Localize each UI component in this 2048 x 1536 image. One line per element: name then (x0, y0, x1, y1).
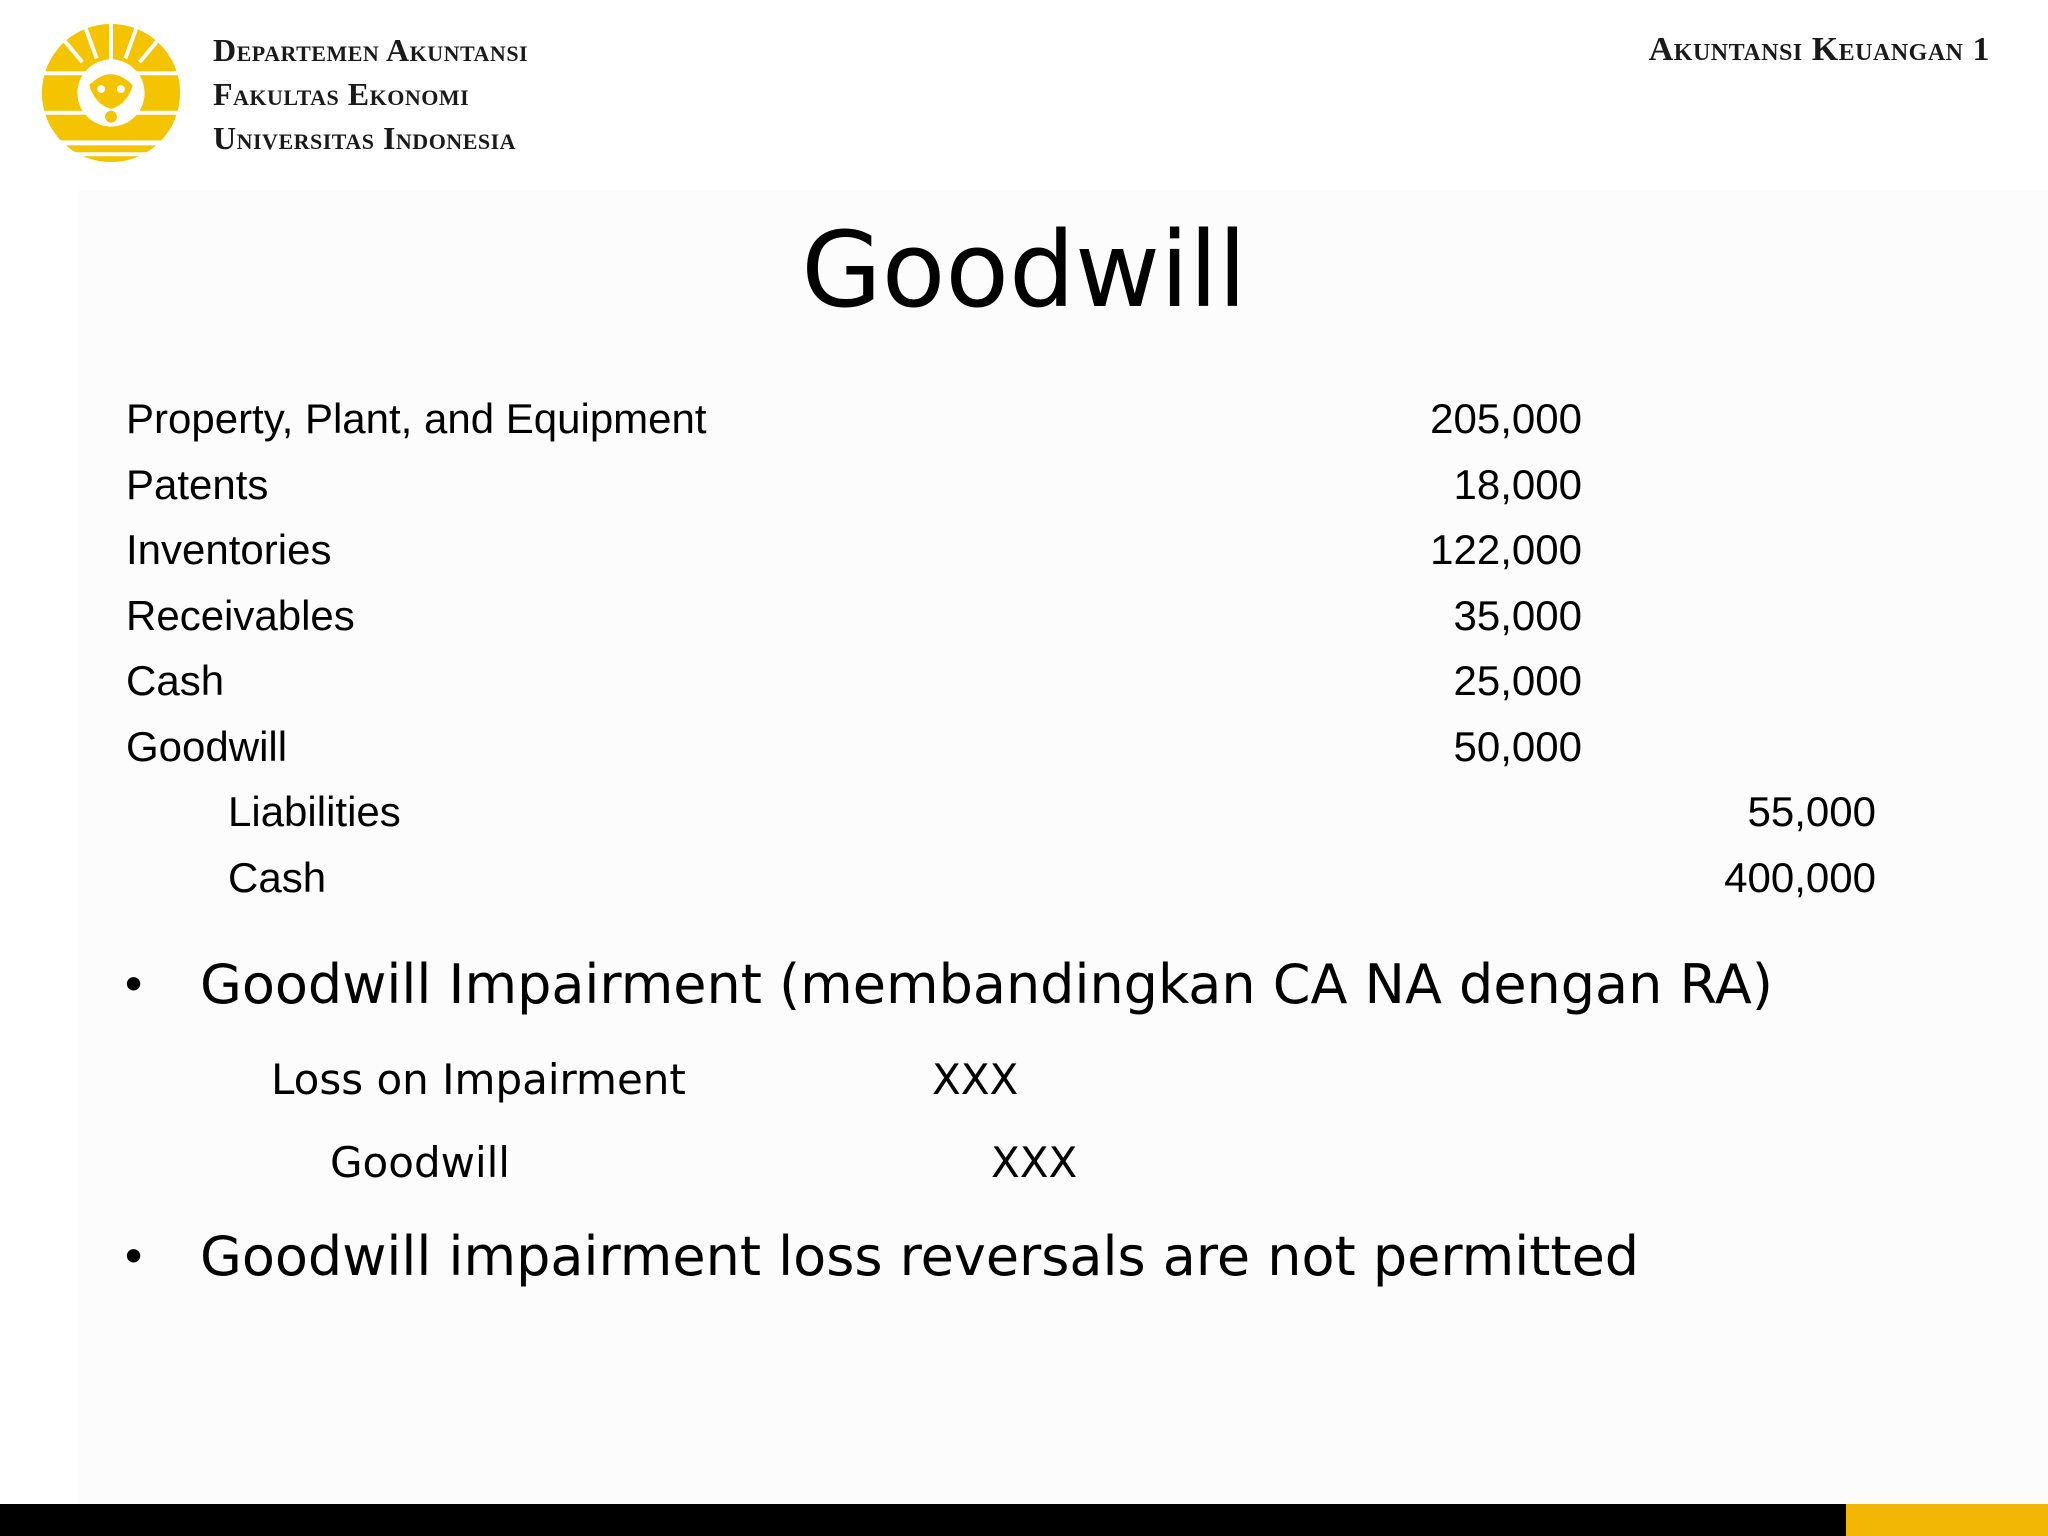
debit-amount: 122,000 (1430, 526, 1582, 573)
impairment-debit-amount: XXX (932, 1055, 1019, 1104)
slide-title: Goodwill (801, 209, 1247, 331)
account-name: Property, Plant, and Equipment (126, 395, 707, 442)
journal-entry-table (126, 386, 1876, 910)
account-name: Cash (228, 853, 327, 901)
bullet-text: Goodwill impairment loss reversals are not permitted (200, 1225, 1640, 1288)
journal-row (126, 386, 1766, 452)
bullet-text: Goodwill Impairment (membandingkan CA NA dengan RA) (200, 953, 1773, 1016)
department-block (213, 28, 528, 160)
journal-row (126, 845, 1876, 911)
account-name: Goodwill (126, 722, 288, 770)
impairment-debit-account: Loss on Impairment (271, 1055, 686, 1104)
debit-amount: 205,000 (1430, 395, 1582, 442)
account-name: Patents (126, 460, 269, 508)
debit-amount: 18,000 (1453, 460, 1582, 508)
department-line: Departemen Akuntansi (213, 32, 529, 68)
credit-amount: 400,000 (1724, 853, 1876, 901)
footer-bar-gold (1846, 1504, 2048, 1536)
journal-row (126, 779, 1876, 845)
bullet-symbol: • (120, 958, 148, 1012)
impairment-credit-amount: XXX (991, 1138, 1078, 1187)
impairment-credit-account: Goodwill (330, 1138, 510, 1187)
account-name: Inventories (126, 526, 332, 573)
debit-amount: 35,000 (1453, 591, 1582, 639)
course-title: Akuntansi Keuangan 1 (1648, 31, 1990, 68)
credit-amount: 55,000 (1747, 788, 1876, 835)
account-name: Liabilities (228, 788, 401, 835)
account-name: Cash (126, 657, 225, 704)
makara-logo-icon (30, 14, 192, 172)
faculty-line: Fakultas Ekonomi (213, 76, 470, 112)
debit-amount: 50,000 (1453, 722, 1582, 770)
debit-amount: 25,000 (1453, 657, 1582, 704)
journal-row (126, 583, 1766, 649)
footer-bar-black (0, 1504, 1846, 1536)
bullet-symbol: • (120, 1230, 148, 1284)
journal-row (126, 517, 1766, 583)
journal-row (126, 648, 1766, 714)
account-name: Receivables (126, 591, 355, 639)
journal-row (126, 452, 1766, 518)
university-line: Universitas Indonesia (213, 120, 517, 156)
journal-row (126, 714, 1766, 780)
